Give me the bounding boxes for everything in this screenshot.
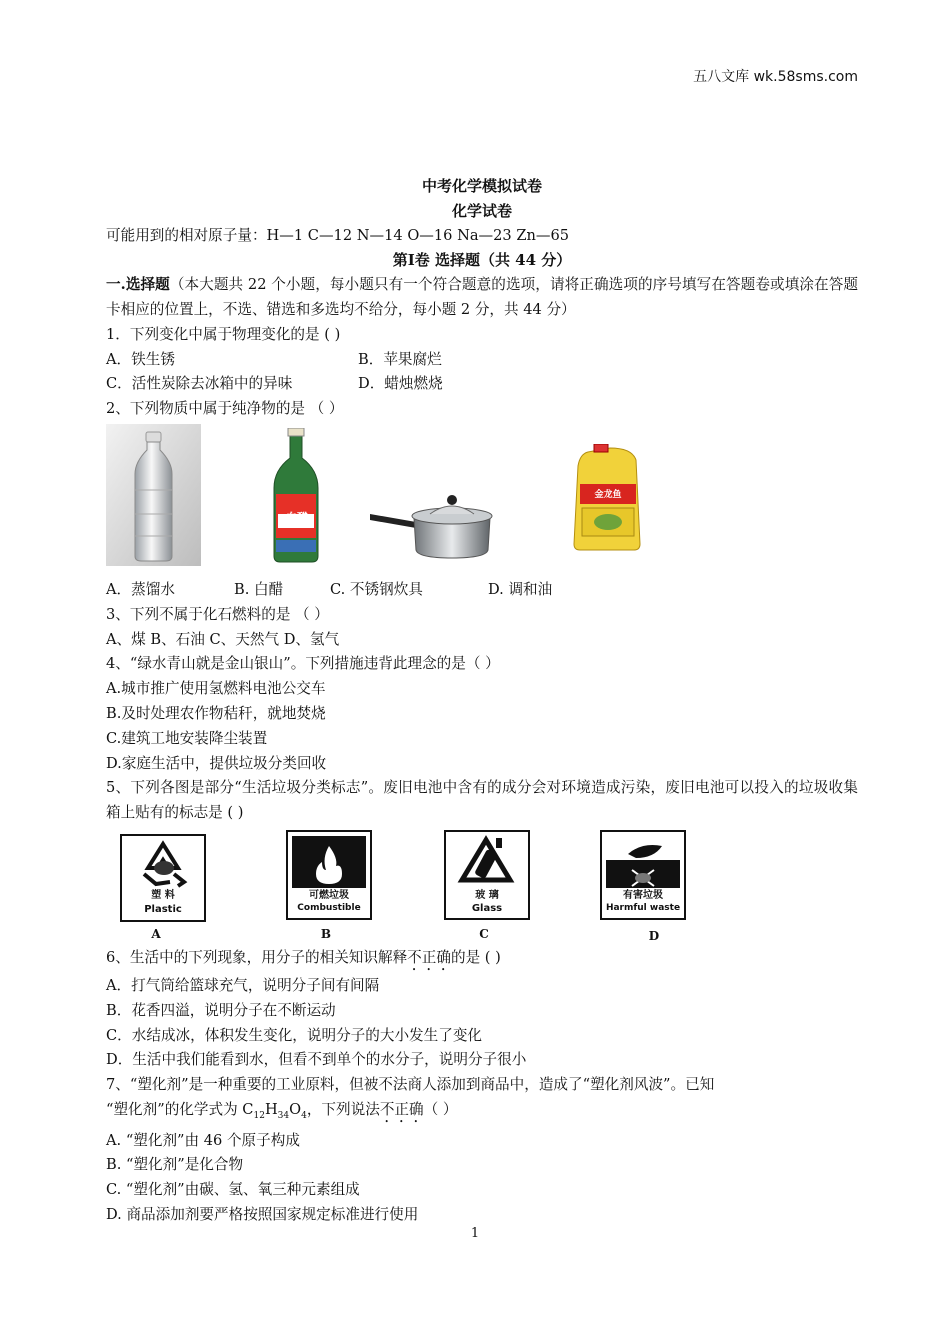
q2-option-c: C. 不锈钢炊具 bbox=[330, 580, 423, 598]
sign-b-combustible bbox=[286, 830, 372, 920]
vinegar-label: 白醋 bbox=[286, 510, 308, 524]
q1-options-row2 bbox=[106, 372, 858, 397]
exam-subtitle: 化学试卷 bbox=[451, 201, 512, 220]
q6-stem-emphasis: 不正确 bbox=[407, 948, 451, 966]
sign-a-plastic bbox=[120, 834, 206, 922]
q7-sub-h: 34 bbox=[277, 1110, 290, 1121]
water-bottle-image bbox=[106, 424, 201, 566]
atomic-masses: 可能用到的相对原子量：H—1 C—12 N—14 O—16 Na—23 Zn—65 bbox=[106, 226, 570, 244]
q7-h: H bbox=[264, 1100, 278, 1118]
q7-stem-post: （ ） bbox=[423, 1100, 458, 1118]
oil-label: 金龙鱼 bbox=[594, 489, 622, 500]
sign-d-cn: 有害垃圾 bbox=[623, 889, 663, 901]
q3-options: A、煤 B、石油 C、天然气 D、氢气 bbox=[106, 630, 340, 648]
q4-option-d: D.家庭生活中，提供垃圾分类回收 bbox=[106, 754, 327, 772]
q7-stem-line1: 7、“塑化剂”是一种重要的工业原料，但被不法商人添加到商品中，造成了“塑化剂风波”。已知 bbox=[106, 1076, 715, 1094]
sign-b-cn: 可燃垃圾 bbox=[309, 889, 349, 901]
q7-o: O bbox=[289, 1100, 302, 1118]
section-title: 第Ⅰ卷 选择题（共 44 分） bbox=[392, 251, 572, 270]
q6-option-c: C．水结成冰，体积发生变化，说明分子的大小发生了变化 bbox=[106, 1026, 483, 1044]
sign-c-cn: 玻 璃 bbox=[475, 889, 499, 901]
q7-stem-mid: ，下列说法 bbox=[306, 1100, 380, 1118]
q7-stem-emphasis: 不正确 bbox=[379, 1100, 424, 1118]
harmful-waste-icon bbox=[602, 834, 684, 890]
sign-c-en: Glass bbox=[471, 902, 503, 914]
section-intro-label: 一.选择题 bbox=[106, 276, 170, 294]
q1-option-d: D．蜡烛燃烧 bbox=[358, 375, 443, 393]
q7-option-a: A. “塑化剂”由 46 个原子构成 bbox=[106, 1131, 300, 1149]
sign-c-glass bbox=[444, 830, 530, 920]
sign-d-en: Harmful waste bbox=[605, 902, 681, 913]
exam-title: 中考化学模拟试卷 bbox=[421, 177, 542, 195]
section-intro-text: （本大题共 22 个小题，每小题只有一个符合题意的选项，请将正确选项的序号填写在答题卷或填涂在答题卡相应的位置上，不选、错选和多选均不给分，每小题 2 分，共 44 分） bbox=[106, 276, 858, 318]
sign-a-letter: A bbox=[151, 926, 161, 941]
q2-option-d: D. 调和油 bbox=[488, 580, 553, 598]
steel-pot-image bbox=[368, 484, 502, 564]
glass-recycle-icon bbox=[446, 834, 528, 890]
q7-sub-o: 4 bbox=[301, 1110, 307, 1121]
q2-option-b: B. 白醋 bbox=[234, 580, 284, 598]
sign-a-en: Plastic bbox=[144, 903, 182, 915]
q2-images bbox=[106, 424, 858, 572]
q7-option-b: B. “塑化剂”是化合物 bbox=[106, 1156, 244, 1174]
flame-icon bbox=[288, 836, 370, 892]
sign-a-cn: 塑 料 bbox=[151, 889, 175, 901]
vinegar-bottle-image bbox=[266, 428, 326, 564]
q2-options bbox=[106, 578, 858, 603]
page-number: 1 bbox=[470, 1226, 480, 1241]
q7-option-d: D. 商品添加剂要严格按照国家规定标准进行使用 bbox=[106, 1206, 419, 1224]
sign-b-letter: B bbox=[320, 926, 332, 941]
q7-stem-line2 bbox=[106, 1098, 858, 1129]
sign-d-letter: D bbox=[648, 928, 660, 943]
q4-option-b: B.及时处理农作物秸秆，就地焚烧 bbox=[106, 704, 326, 722]
q6-option-b: B．花香四溢，说明分子在不断运动 bbox=[106, 1001, 336, 1019]
q6-stem bbox=[106, 946, 858, 974]
q7-option-c: C. “塑化剂”由碳、氢、氧三种元素组成 bbox=[106, 1181, 360, 1199]
q6-option-a: A．打气筒给篮球充气，说明分子间有间隔 bbox=[106, 976, 380, 994]
section-intro bbox=[106, 273, 858, 323]
q7-stem-pre: “塑化剂”的化学式为 C bbox=[106, 1100, 254, 1118]
sign-d-harmful-waste bbox=[600, 830, 686, 920]
q6-stem-pre: 6、生活中的下列现象，用分子的相关知识解释 bbox=[106, 948, 408, 966]
plastic-recycle-icon bbox=[122, 838, 204, 890]
q6-option-d: D．生活中我们能看到水，但看不到单个的水分子，说明分子很小 bbox=[106, 1051, 527, 1069]
watermark: 五八文库 wk.58sms.com bbox=[693, 69, 858, 85]
sign-c-letter: C bbox=[479, 926, 489, 941]
q3-stem: 3、下列不属于化石燃料的是 （ ） bbox=[106, 605, 329, 623]
q1-option-c: C．活性炭除去冰箱中的异味 bbox=[106, 375, 293, 393]
q2-stem: 2、下列物质中属于纯净物的是 （ ） bbox=[106, 400, 344, 418]
q4-stem: 4、“绿水青山就是金山银山”。下列措施违背此理念的是（ ） bbox=[106, 655, 500, 673]
q5-stem: 5、下列各图是部分“生活垃圾分类标志”。废旧电池中含有的成分会对环境造成污染，废旧电池可以投入的垃圾收集箱上贴有的标志是 ( ) bbox=[106, 779, 858, 822]
q4-option-a: A.城市推广使用氢燃料电池公交车 bbox=[106, 680, 326, 698]
q6-stem-post: 的是 ( ) bbox=[450, 948, 501, 966]
q7-sub-c: 12 bbox=[253, 1110, 265, 1121]
q1-option-a: A．铁生锈 bbox=[106, 350, 175, 368]
exam-content bbox=[106, 174, 858, 1228]
q2-option-a: A．蒸馏水 bbox=[106, 580, 175, 598]
q1-stem: 1．下列变化中属于物理变化的是 ( ) bbox=[106, 325, 341, 343]
sign-b-en: Combustible bbox=[297, 902, 361, 913]
q1-options-row1 bbox=[106, 348, 858, 373]
q4-option-c: C.建筑工地安装降尘装置 bbox=[106, 729, 268, 747]
q5-signs bbox=[106, 830, 858, 942]
q1-option-b: B．苹果腐烂 bbox=[358, 350, 442, 368]
